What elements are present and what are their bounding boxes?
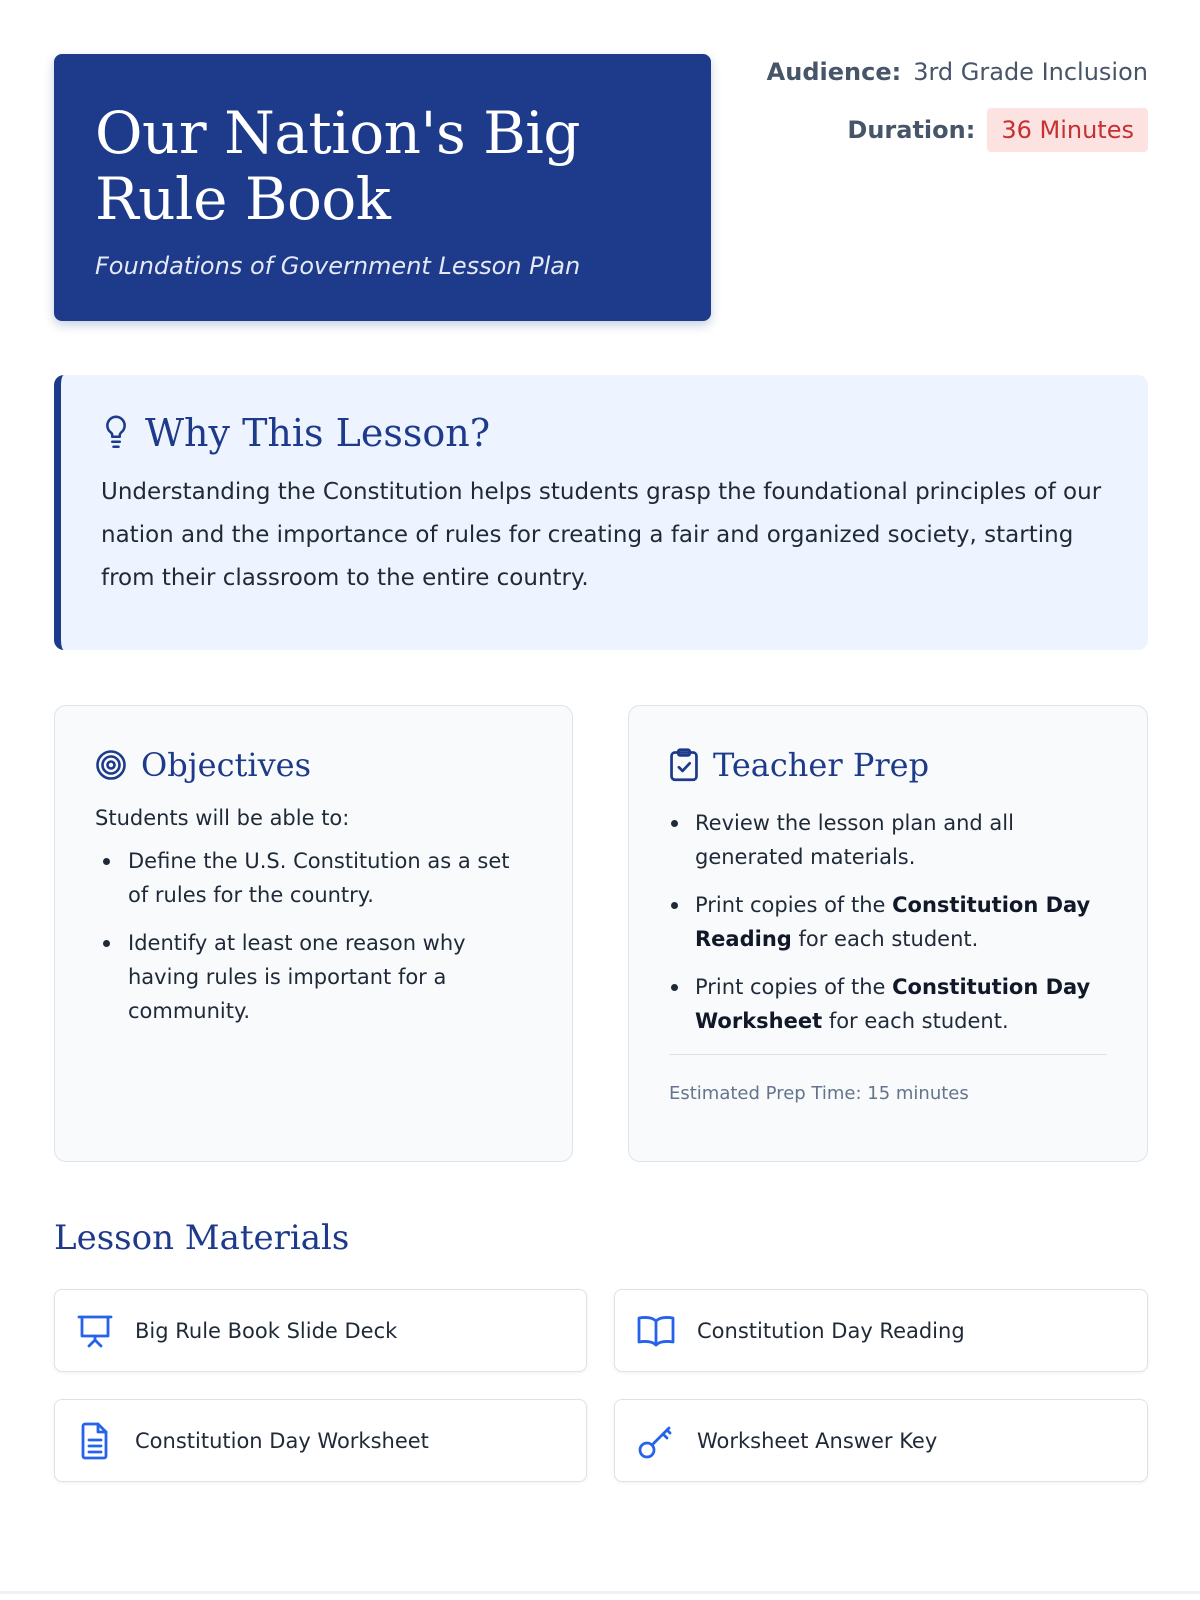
list-item: Identify at least one reason why having rules is important for a community. bbox=[95, 926, 532, 1028]
target-icon bbox=[95, 749, 127, 781]
title-card bbox=[54, 54, 711, 321]
audience-value: 3rd Grade Inclusion bbox=[913, 58, 1148, 86]
material-label: Constitution Day Worksheet bbox=[135, 1428, 429, 1453]
lesson-meta bbox=[767, 58, 1148, 152]
material-worksheet[interactable] bbox=[54, 1399, 587, 1482]
why-section bbox=[54, 375, 1148, 650]
why-header bbox=[101, 411, 1108, 455]
footer-divider bbox=[0, 1591, 1200, 1594]
divider bbox=[669, 1054, 1107, 1055]
teacher-prep-header bbox=[669, 746, 1107, 784]
audience-label: Audience: bbox=[766, 58, 902, 86]
objectives-intro: Students will be able to: bbox=[95, 806, 350, 830]
teacher-prep-list bbox=[669, 806, 1107, 1038]
duration-badge: 36 Minutes bbox=[987, 108, 1148, 152]
objectives-list bbox=[95, 844, 532, 1028]
material-label: Constitution Day Reading bbox=[697, 1318, 965, 1343]
duration-label: Duration: bbox=[847, 116, 976, 144]
prep-time: Estimated Prep Time: 15 minutes bbox=[669, 1083, 969, 1104]
key-icon bbox=[637, 1422, 675, 1460]
material-label: Big Rule Book Slide Deck bbox=[135, 1318, 398, 1343]
teacher-prep-card bbox=[628, 705, 1148, 1162]
book-open-icon bbox=[637, 1314, 675, 1348]
objectives-card bbox=[54, 705, 573, 1162]
why-title: Why This Lesson? bbox=[145, 411, 491, 455]
list-item: Review the lesson plan and all generated materials. bbox=[669, 806, 1107, 874]
page-title: Our Nation's Big Rule Book bbox=[95, 99, 580, 233]
clipboard-check-icon bbox=[669, 748, 699, 782]
document-icon bbox=[77, 1422, 113, 1460]
duration-row bbox=[767, 108, 1148, 152]
audience-row bbox=[767, 58, 1148, 86]
objectives-header bbox=[95, 746, 532, 784]
why-text: Understanding the Constitution helps students grasp the foundational principles of our nation and the importance of rules for creating a fair and organized society, starting from their classroom to the entire country. bbox=[101, 479, 1102, 591]
teacher-prep-title: Teacher Prep bbox=[713, 746, 930, 784]
presentation-icon bbox=[77, 1314, 113, 1348]
list-item: Print copies of the Constitution Day Reading for each student. bbox=[669, 888, 1107, 956]
material-slide-deck[interactable] bbox=[54, 1289, 587, 1372]
material-label: Worksheet Answer Key bbox=[697, 1428, 938, 1453]
list-item: Define the U.S. Constitution as a set of rules for the country. bbox=[95, 844, 532, 912]
material-answer-key[interactable] bbox=[614, 1399, 1148, 1482]
lightbulb-icon bbox=[101, 414, 131, 452]
material-reading[interactable] bbox=[614, 1289, 1148, 1372]
page-subtitle: Foundations of Government Lesson Plan bbox=[95, 252, 581, 280]
list-item: Print copies of the Constitution Day Worksheet for each student. bbox=[669, 970, 1107, 1038]
materials-title: Lesson Materials bbox=[54, 1218, 350, 1258]
objectives-title: Objectives bbox=[141, 746, 312, 784]
